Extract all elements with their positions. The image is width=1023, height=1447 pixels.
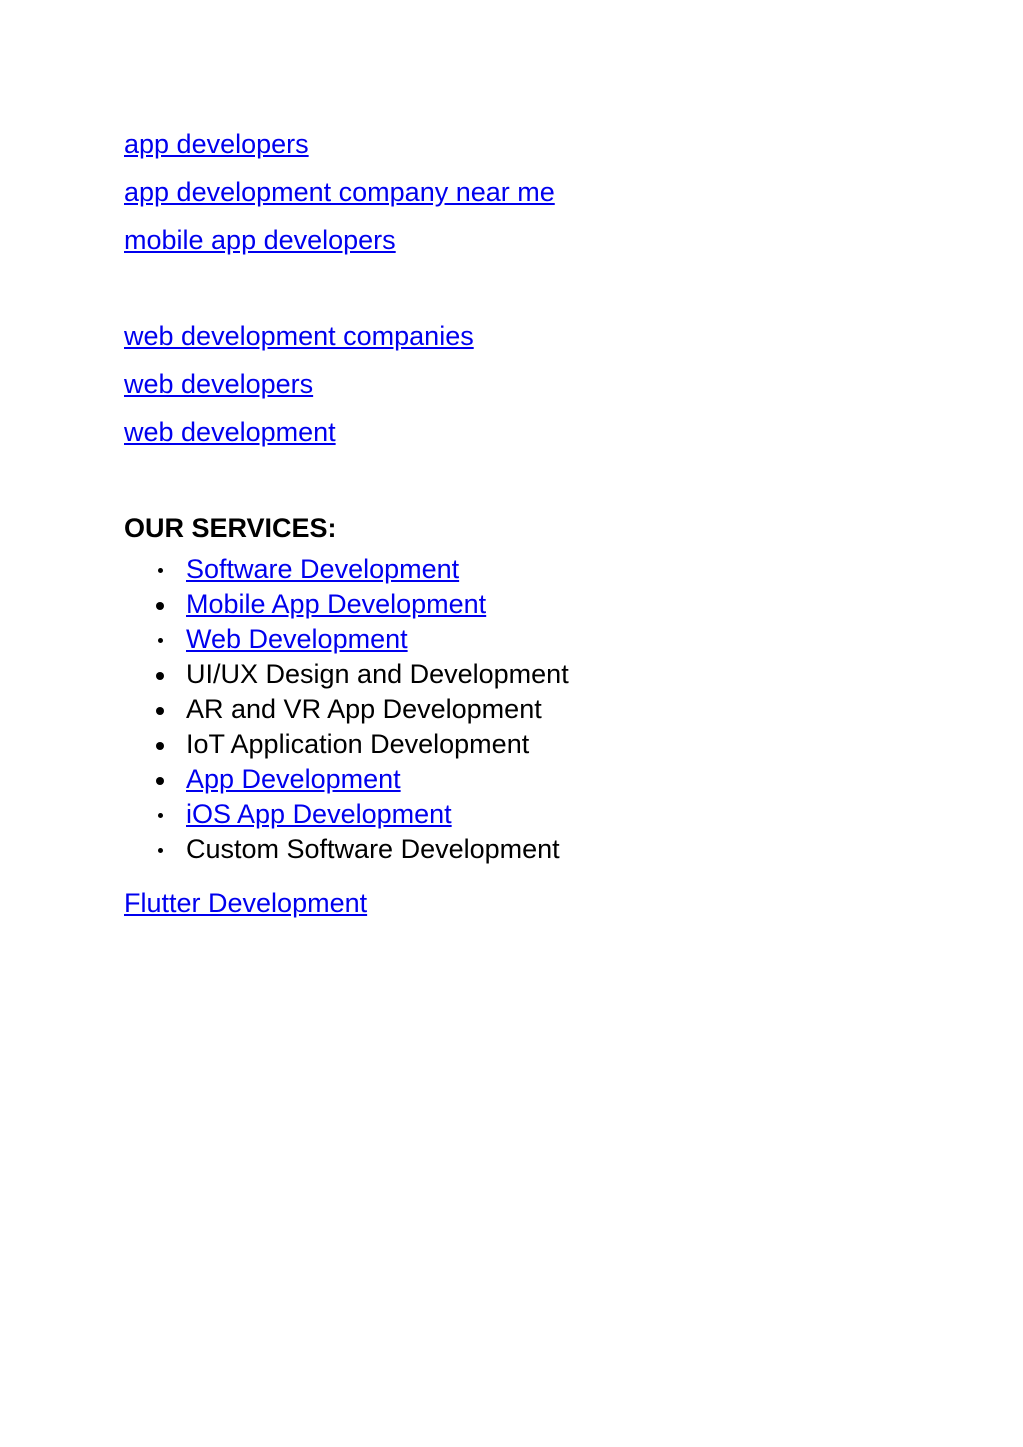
link-flutter-development[interactable]: Flutter Development — [124, 888, 368, 918]
list-item — [124, 657, 984, 692]
list-item — [124, 762, 984, 797]
spacer — [124, 456, 984, 504]
list-item — [124, 692, 984, 727]
list-item — [124, 797, 984, 832]
bullet-icon — [156, 777, 164, 785]
list-item — [124, 552, 984, 587]
service-link-app-development[interactable]: App Development — [186, 764, 401, 794]
services-heading: OUR SERVICES: — [124, 513, 337, 543]
bullet-icon — [156, 602, 164, 610]
spacer — [124, 264, 984, 312]
bullet-icon — [158, 568, 163, 573]
service-label-custom-software: Custom Software Development — [186, 834, 560, 864]
link-web-development-companies[interactable]: web development companies — [124, 321, 474, 351]
link-app-developers[interactable]: app developers — [124, 129, 309, 159]
service-link-ios-app-development[interactable]: iOS App Development — [186, 799, 452, 829]
service-link-web-development[interactable]: Web Development — [186, 624, 408, 654]
service-label-iot: IoT Application Development — [186, 729, 530, 759]
bullet-icon — [158, 813, 163, 818]
bullet-icon — [158, 848, 163, 853]
service-link-software-development[interactable]: Software Development — [186, 554, 460, 584]
bullet-icon — [156, 742, 164, 750]
service-label-ui-ux: UI/UX Design and Development — [186, 659, 569, 689]
service-label-ar-vr: AR and VR App Development — [186, 694, 542, 724]
link-web-development[interactable]: web development — [124, 417, 336, 447]
document-page — [124, 120, 984, 927]
list-item — [124, 727, 984, 762]
list-item — [124, 832, 984, 867]
link-app-development-company-near-me[interactable]: app development company near me — [124, 177, 555, 207]
bullet-icon — [156, 672, 164, 680]
service-link-mobile-app-development[interactable]: Mobile App Development — [186, 589, 487, 619]
list-item — [124, 622, 984, 657]
list-item — [124, 587, 984, 622]
link-web-developers[interactable]: web developers — [124, 369, 314, 399]
bullet-icon — [158, 638, 163, 643]
services-list — [124, 552, 984, 867]
link-mobile-app-developers[interactable]: mobile app developers — [124, 225, 396, 255]
bullet-icon — [156, 707, 164, 715]
